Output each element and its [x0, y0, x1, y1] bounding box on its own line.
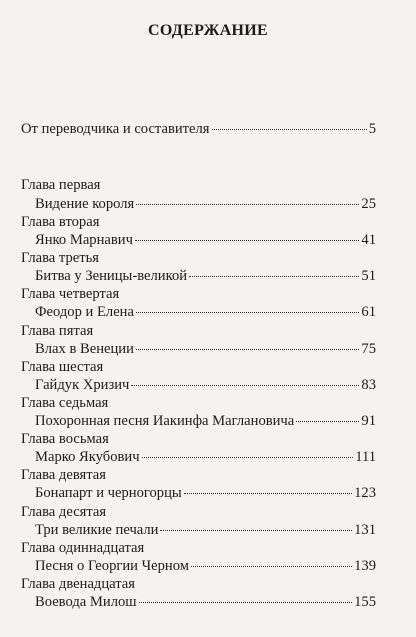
toc-entry	[35, 231, 376, 249]
toc-entry	[35, 448, 376, 466]
page-number: 155	[354, 594, 376, 610]
toc-entry	[35, 484, 376, 502]
entry-title: Янко Марнавич	[35, 232, 133, 248]
toc-entry	[35, 195, 376, 213]
entry-title: Влах в Венеции	[35, 341, 134, 357]
chapter-heading: Глава седьмая	[21, 395, 109, 411]
entry-title: Три великие печали	[35, 522, 159, 538]
dot-leader	[184, 493, 352, 494]
dot-leader	[131, 385, 359, 386]
dot-leader	[191, 566, 352, 567]
page-number: 123	[354, 485, 376, 501]
page-number: 139	[354, 558, 376, 574]
page-number: 25	[361, 196, 376, 212]
page-title: СОДЕРЖАНИЕ	[147, 22, 269, 39]
chapter-heading: Глава вторая	[21, 214, 100, 230]
chapter-heading: Глава первая	[21, 177, 101, 193]
dot-leader	[189, 276, 359, 277]
page-number: 75	[361, 341, 376, 357]
chapter-heading: Глава шестая	[21, 359, 104, 375]
dot-leader	[136, 204, 359, 205]
entry-title: Битва у Зеницы-великой	[35, 268, 188, 284]
page-number: 61	[361, 304, 376, 320]
chapter-heading: Глава пятая	[21, 323, 94, 339]
chapter-heading: Глава одиннадцатая	[21, 540, 145, 556]
chapter-heading: Глава десятая	[21, 504, 107, 520]
page-number: 5	[368, 121, 376, 137]
toc-entry	[35, 557, 376, 575]
dot-leader	[135, 240, 359, 241]
dot-leader	[142, 457, 354, 458]
entry-title: Бонапарт и черногорцы	[35, 485, 182, 501]
toc-entry	[35, 303, 376, 321]
page-number: 91	[361, 413, 376, 429]
toc-entry	[35, 376, 376, 394]
dot-leader	[139, 602, 353, 603]
toc-entry-intro	[21, 120, 376, 138]
toc-entry	[35, 340, 376, 358]
toc-entry	[35, 412, 376, 430]
page-number: 41	[361, 232, 376, 248]
toc-entry	[35, 267, 376, 285]
page-number: 131	[354, 522, 376, 538]
entry-title: Песня о Георгии Черном	[35, 558, 189, 574]
chapter-heading: Глава девятая	[21, 467, 106, 483]
page-number: 83	[361, 377, 376, 393]
entry-title: Воевода Милош	[35, 594, 137, 610]
chapter-heading: Глава двенадцатая	[21, 576, 135, 592]
dot-leader	[160, 530, 352, 531]
toc-entry	[35, 593, 376, 611]
entry-title: Видение короля	[35, 196, 135, 212]
entry-title: Феодор и Елена	[35, 304, 134, 320]
dot-leader	[212, 129, 367, 130]
toc-entry	[35, 521, 376, 539]
dot-leader	[296, 421, 359, 422]
entry-title: Похоронная песня Иакинфа Маглановича	[35, 413, 295, 429]
dot-leader	[136, 312, 359, 313]
chapter-heading: Глава восьмая	[21, 431, 109, 447]
page-number: 51	[361, 268, 376, 284]
entry-title: Гайдук Хризич	[35, 377, 130, 393]
entry-title: Марко Якубович	[35, 449, 140, 465]
dot-leader	[136, 349, 359, 350]
page-number: 111	[355, 449, 376, 465]
chapter-heading: Глава четвертая	[21, 286, 120, 302]
entry-title: От переводчика и составителя	[21, 121, 210, 137]
chapter-heading: Глава третья	[21, 250, 99, 266]
